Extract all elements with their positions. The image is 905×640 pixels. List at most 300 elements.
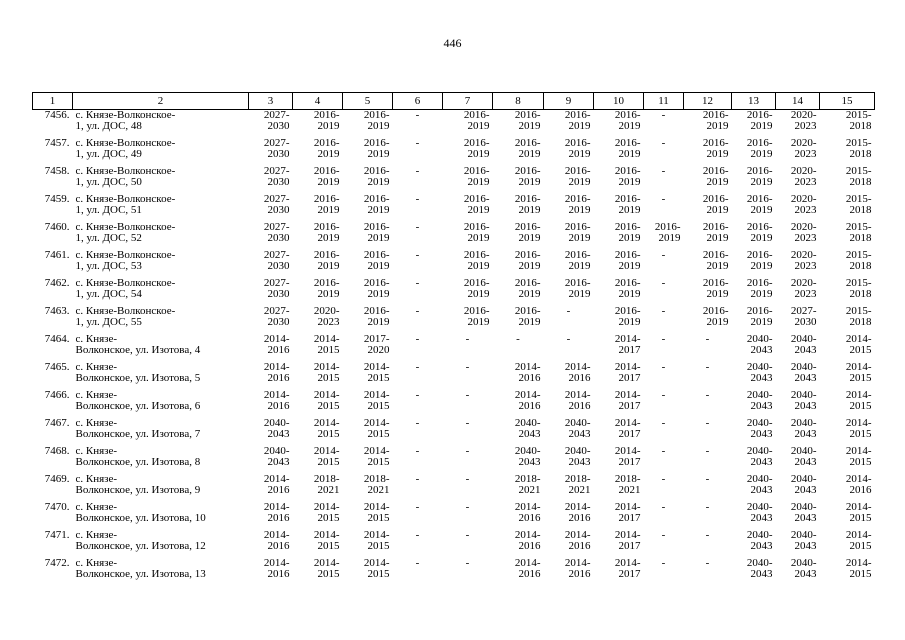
period-cell: 2020- 2023 (790, 109, 817, 132)
period-cell: - (705, 333, 710, 345)
period-cell: 2014- 2016 (564, 529, 591, 552)
address-line: с. Князе- (75, 389, 118, 401)
column-header: 3 (249, 93, 293, 110)
period-cell: 2014- 2017 (614, 501, 641, 524)
period-cell: 2040- 2043 (746, 473, 773, 496)
period-cell: 2014- 2017 (614, 445, 641, 468)
period-cell: 2020- 2023 (790, 221, 817, 244)
column-header: 8 (493, 93, 544, 110)
period-cell: 2016- 2019 (746, 165, 773, 188)
period-cell: - (415, 445, 420, 457)
period-cell: 2016- 2019 (614, 165, 641, 188)
table-row (33, 474, 875, 502)
period-cell: - (661, 305, 666, 317)
address-cell (73, 502, 249, 530)
period-cell: 2016- 2019 (363, 277, 390, 300)
column-header: 4 (293, 93, 343, 110)
address-line: 1, ул. ДОС, 51 (75, 204, 142, 216)
period-cell: 2014- 2016 (564, 361, 591, 384)
period-cell: 2016- 2019 (514, 109, 541, 132)
column-header: 6 (393, 93, 443, 110)
period-cell: 2014- 2015 (313, 557, 340, 580)
period-cell: 2016- 2019 (702, 137, 729, 160)
period-cell: 2014- 2015 (363, 389, 390, 412)
address-cell (73, 446, 249, 474)
period-cell: - (661, 445, 666, 457)
period-cell: 2020- 2023 (790, 137, 817, 160)
period-cell: - (465, 361, 470, 373)
period-cell: 2016- 2019 (702, 165, 729, 188)
address-line: с. Князе-Волконское- (75, 277, 176, 289)
period-cell: 2016- 2019 (702, 249, 729, 272)
period-cell: 2040- 2043 (514, 417, 541, 440)
period-cell: 2014- 2016 (514, 529, 541, 552)
row-number: 7469. (44, 473, 70, 485)
period-cell: 2040- 2043 (790, 473, 817, 496)
row-number: 7463. (44, 305, 70, 317)
row-number: 7462. (44, 277, 70, 289)
period-cell: 2040- 2043 (790, 445, 817, 468)
row-number: 7468. (44, 445, 70, 457)
period-cell: - (415, 221, 420, 233)
period-cell: - (465, 557, 470, 569)
address-line: с. Князе-Волконское- (75, 109, 176, 121)
period-cell: 2016- 2019 (313, 249, 340, 272)
period-cell: - (661, 137, 666, 149)
period-cell: 2016- 2019 (746, 305, 773, 328)
period-cell: 2016- 2019 (614, 109, 641, 132)
period-cell: 2016- 2019 (313, 193, 340, 216)
period-cell: 2014- 2016 (263, 557, 290, 580)
address-cell (73, 110, 249, 139)
row-number: 7458. (44, 165, 70, 177)
period-cell: - (465, 501, 470, 513)
period-cell: 2014- 2015 (845, 529, 872, 552)
period-cell: - (415, 501, 420, 513)
period-cell: 2014- 2015 (363, 417, 390, 440)
period-cell: 2040- 2043 (746, 501, 773, 524)
period-cell: 2040- 2043 (746, 445, 773, 468)
period-cell: - (705, 389, 710, 401)
table-row (33, 502, 875, 530)
period-cell: 2016- 2019 (463, 165, 490, 188)
address-cell (73, 278, 249, 306)
period-cell: 2014- 2017 (614, 389, 641, 412)
period-cell: 2040- 2043 (514, 445, 541, 468)
address-line: 1, ул. ДОС, 54 (75, 288, 142, 300)
column-header: 9 (544, 93, 594, 110)
period-cell: - (415, 473, 420, 485)
period-cell: 2016- 2019 (463, 249, 490, 272)
period-cell: 2016- 2019 (564, 165, 591, 188)
period-cell: 2020- 2023 (790, 249, 817, 272)
address-cell (73, 558, 249, 586)
period-cell: - (661, 361, 666, 373)
column-header: 5 (343, 93, 393, 110)
address-line: 1, ул. ДОС, 48 (75, 120, 142, 132)
period-cell: 2020- 2023 (313, 305, 340, 328)
table-row (33, 306, 875, 334)
period-cell: 2014- 2017 (614, 557, 641, 580)
period-cell: 2014- 2016 (564, 389, 591, 412)
period-cell: 2016- 2019 (702, 193, 729, 216)
period-cell: 2014- 2015 (845, 445, 872, 468)
table-row (33, 558, 875, 586)
period-cell: 2016- 2019 (614, 305, 641, 328)
address-line: Волконское, ул. Изотова, 10 (75, 512, 206, 524)
period-cell: 2014- 2015 (845, 361, 872, 384)
address-line: с. Князе- (75, 501, 118, 513)
period-cell: 2040- 2043 (564, 417, 591, 440)
address-cell (73, 166, 249, 194)
period-cell: 2016- 2019 (564, 109, 591, 132)
period-cell: - (415, 277, 420, 289)
period-cell: 2027- 2030 (263, 277, 290, 300)
address-line: 1, ул. ДОС, 55 (75, 316, 142, 328)
period-cell: 2040- 2043 (746, 389, 773, 412)
period-cell: 2014- 2015 (845, 501, 872, 524)
row-number: 7472. (44, 557, 70, 569)
period-cell: - (661, 473, 666, 485)
address-line: с. Князе-Волконское- (75, 165, 176, 177)
period-cell: 2016- 2019 (363, 109, 390, 132)
period-cell: 2016- 2019 (746, 249, 773, 272)
period-cell: 2018- 2021 (363, 473, 390, 496)
table-row (33, 278, 875, 306)
period-cell: - (465, 473, 470, 485)
table-row (33, 110, 875, 139)
period-cell: 2014- 2016 (263, 501, 290, 524)
period-cell: 2016- 2019 (463, 277, 490, 300)
period-cell: 2016- 2019 (313, 137, 340, 160)
period-cell: - (415, 249, 420, 261)
period-cell: - (705, 529, 710, 541)
table-row (33, 418, 875, 446)
period-cell: 2018- 2021 (614, 473, 641, 496)
column-header: 12 (684, 93, 732, 110)
period-cell: 2014- 2016 (263, 361, 290, 384)
period-cell: 2016- 2019 (614, 249, 641, 272)
period-cell: 2016- 2019 (514, 165, 541, 188)
period-cell: 2015- 2018 (845, 249, 872, 272)
period-cell: 2040- 2043 (790, 557, 817, 580)
table-row (33, 446, 875, 474)
address-line: с. Князе-Волконское- (75, 221, 176, 233)
period-cell: 2014- 2016 (514, 557, 541, 580)
address-cell (73, 194, 249, 222)
period-cell: 2014- 2016 (514, 361, 541, 384)
period-cell: - (415, 389, 420, 401)
period-cell: 2016- 2019 (514, 249, 541, 272)
period-cell: 2016- 2019 (463, 137, 490, 160)
period-cell: 2027- 2030 (790, 305, 817, 328)
address-cell (73, 222, 249, 250)
address-line: Волконское, ул. Изотова, 4 (75, 344, 201, 356)
period-cell: 2014- 2016 (263, 389, 290, 412)
period-cell: - (661, 389, 666, 401)
period-cell: 2014- 2016 (564, 501, 591, 524)
address-line: с. Князе- (75, 529, 118, 541)
row-number: 7457. (44, 137, 70, 149)
address-line: с. Князе- (75, 557, 118, 569)
address-line: Волконское, ул. Изотова, 7 (75, 428, 201, 440)
period-cell: 2017- 2020 (363, 333, 390, 356)
period-cell: - (465, 389, 470, 401)
period-cell: - (705, 361, 710, 373)
period-cell: 2015- 2018 (845, 165, 872, 188)
period-cell: - (705, 557, 710, 569)
period-cell: 2040- 2043 (790, 529, 817, 552)
period-cell: 2015- 2018 (845, 305, 872, 328)
period-cell: 2016- 2019 (564, 193, 591, 216)
period-cell: 2040- 2043 (790, 333, 817, 356)
period-cell: 2027- 2030 (263, 137, 290, 160)
table-row (33, 138, 875, 166)
period-cell: - (661, 529, 666, 541)
schedule-table (32, 92, 875, 586)
period-cell: 2020- 2023 (790, 165, 817, 188)
period-cell: 2014- 2015 (313, 529, 340, 552)
period-cell: 2040- 2043 (746, 361, 773, 384)
column-header: 10 (594, 93, 644, 110)
period-cell: 2014- 2015 (313, 361, 340, 384)
address-line: с. Князе- (75, 417, 118, 429)
period-cell: 2014- 2015 (313, 333, 340, 356)
period-cell: - (415, 333, 420, 345)
period-cell: - (465, 529, 470, 541)
address-cell (73, 250, 249, 278)
period-cell: - (705, 445, 710, 457)
row-number: 7459. (44, 193, 70, 205)
table-row (33, 334, 875, 362)
address-cell (73, 138, 249, 166)
period-cell: 2016- 2019 (514, 137, 541, 160)
address-cell (73, 306, 249, 334)
column-header: 14 (776, 93, 820, 110)
address-line: 1, ул. ДОС, 53 (75, 260, 142, 272)
period-cell: 2016- 2019 (363, 137, 390, 160)
period-cell: 2016- 2019 (614, 221, 641, 244)
period-cell: 2015- 2018 (845, 137, 872, 160)
address-cell (73, 530, 249, 558)
period-cell: - (465, 445, 470, 457)
address-line: Волконское, ул. Изотова, 13 (75, 568, 206, 580)
period-cell: - (415, 305, 420, 317)
period-cell: 2014- 2015 (363, 557, 390, 580)
page-number: 446 (443, 36, 462, 50)
period-cell: 2018- 2021 (514, 473, 541, 496)
period-cell: - (566, 305, 571, 317)
period-cell: 2014- 2015 (313, 445, 340, 468)
address-cell (73, 390, 249, 418)
period-cell: 2016- 2019 (746, 109, 773, 132)
period-cell: 2040- 2043 (263, 445, 290, 468)
period-cell: 2020- 2023 (790, 277, 817, 300)
period-cell: 2040- 2043 (564, 445, 591, 468)
period-cell: 2018- 2021 (564, 473, 591, 496)
period-cell: 2016- 2019 (514, 193, 541, 216)
period-cell: 2016- 2019 (702, 221, 729, 244)
row-number: 7461. (44, 249, 70, 261)
period-cell: - (661, 277, 666, 289)
period-cell: 2016- 2019 (463, 193, 490, 216)
row-number: 7465. (44, 361, 70, 373)
column-header: 11 (644, 93, 684, 110)
period-cell: 2014- 2016 (263, 333, 290, 356)
period-cell: 2016- 2019 (564, 221, 591, 244)
period-cell: 2016- 2019 (564, 249, 591, 272)
address-line: с. Князе- (75, 473, 118, 485)
period-cell: - (661, 109, 666, 121)
period-cell: 2016- 2019 (363, 305, 390, 328)
address-line: с. Князе- (75, 361, 118, 373)
address-line: 1, ул. ДОС, 52 (75, 232, 142, 244)
period-cell: 2014- 2016 (514, 501, 541, 524)
address-line: Волконское, ул. Изотова, 5 (75, 372, 201, 384)
period-cell: 2027- 2030 (263, 305, 290, 328)
period-cell: - (661, 333, 666, 345)
period-cell: 2020- 2023 (790, 193, 817, 216)
period-cell: 2040- 2043 (263, 417, 290, 440)
column-header: 7 (443, 93, 493, 110)
period-cell: - (415, 557, 420, 569)
period-cell: 2027- 2030 (263, 109, 290, 132)
table-row (33, 250, 875, 278)
period-cell: 2016- 2019 (313, 277, 340, 300)
address-cell (73, 334, 249, 362)
table-row (33, 222, 875, 250)
period-cell: 2016- 2019 (363, 165, 390, 188)
period-cell: 2016- 2019 (514, 221, 541, 244)
table-row (33, 390, 875, 418)
column-header: 2 (73, 93, 249, 110)
period-cell: 2016- 2019 (514, 277, 541, 300)
period-cell: - (415, 529, 420, 541)
table-body (33, 110, 875, 587)
row-number: 7467. (44, 417, 70, 429)
address-line: Волконское, ул. Изотова, 6 (75, 400, 201, 412)
address-line: Волконское, ул. Изотова, 9 (75, 484, 201, 496)
table-row (33, 194, 875, 222)
period-cell: 2014- 2017 (614, 361, 641, 384)
period-cell: 2016- 2019 (746, 193, 773, 216)
period-cell: 2014- 2016 (845, 473, 872, 496)
period-cell: 2016- 2019 (702, 305, 729, 328)
period-cell: 2014- 2015 (313, 389, 340, 412)
period-cell: 2016- 2019 (363, 249, 390, 272)
period-cell: 2014- 2015 (313, 417, 340, 440)
row-number: 7464. (44, 333, 70, 345)
column-header: 15 (820, 93, 875, 110)
period-cell: 2014- 2016 (263, 529, 290, 552)
period-cell: 2016- 2019 (614, 277, 641, 300)
row-number: 7456. (44, 109, 70, 121)
period-cell: 2016- 2019 (746, 221, 773, 244)
period-cell: 2016- 2019 (313, 165, 340, 188)
address-line: с. Князе- (75, 333, 118, 345)
period-cell: 2016- 2019 (463, 221, 490, 244)
period-cell: 2040- 2043 (790, 417, 817, 440)
header-row (33, 93, 875, 110)
period-cell: 2016- 2019 (614, 193, 641, 216)
period-cell: 2014- 2015 (845, 557, 872, 580)
period-cell: - (705, 473, 710, 485)
period-cell: 2014- 2015 (363, 361, 390, 384)
period-cell: - (705, 417, 710, 429)
period-cell: 2016- 2019 (746, 277, 773, 300)
period-cell: 2014- 2015 (363, 445, 390, 468)
period-cell: - (415, 109, 420, 121)
table-row (33, 530, 875, 558)
address-cell (73, 474, 249, 502)
period-cell: - (661, 193, 666, 205)
period-cell: 2040- 2043 (746, 529, 773, 552)
row-number: 7466. (44, 389, 70, 401)
period-cell: 2014- 2016 (564, 557, 591, 580)
period-cell: - (705, 501, 710, 513)
period-cell: 2016- 2019 (746, 137, 773, 160)
period-cell: 2015- 2018 (845, 193, 872, 216)
period-cell: 2027- 2030 (263, 221, 290, 244)
period-cell: 2016- 2019 (654, 221, 681, 244)
period-cell: 2016- 2019 (702, 109, 729, 132)
period-cell: 2014- 2017 (614, 417, 641, 440)
period-cell: 2014- 2016 (263, 473, 290, 496)
period-cell: 2014- 2015 (845, 417, 872, 440)
address-line: 1, ул. ДОС, 50 (75, 176, 142, 188)
period-cell: 2016- 2019 (313, 109, 340, 132)
period-cell: 2014- 2015 (363, 501, 390, 524)
address-line: с. Князе-Волконское- (75, 193, 176, 205)
period-cell: 2040- 2043 (790, 361, 817, 384)
period-cell: 2014- 2017 (614, 333, 641, 356)
period-cell: - (516, 333, 520, 345)
period-cell: - (661, 417, 666, 429)
period-cell: 2014- 2015 (313, 501, 340, 524)
period-cell: 2027- 2030 (263, 193, 290, 216)
period-cell: 2018- 2021 (313, 473, 340, 496)
period-cell: 2014- 2015 (845, 389, 872, 412)
column-header: 1 (33, 93, 73, 110)
period-cell: - (415, 417, 420, 429)
period-cell: - (661, 249, 666, 261)
period-cell: 2040- 2043 (790, 501, 817, 524)
address-line: с. Князе-Волконское- (75, 305, 176, 317)
period-cell: 2040- 2043 (746, 417, 773, 440)
period-cell: 2040- 2043 (746, 557, 773, 580)
period-cell: 2016- 2019 (463, 109, 490, 132)
period-cell: - (661, 501, 666, 513)
period-cell: 2027- 2030 (263, 249, 290, 272)
period-cell: 2016- 2019 (564, 137, 591, 160)
period-cell: - (465, 333, 470, 345)
period-cell: 2016- 2019 (463, 305, 490, 328)
period-cell: 2016- 2019 (363, 221, 390, 244)
period-cell: - (566, 333, 571, 345)
period-cell: 2014- 2016 (514, 389, 541, 412)
row-number: 7460. (44, 221, 70, 233)
period-cell: 2016- 2019 (313, 221, 340, 244)
period-cell: 2016- 2019 (702, 277, 729, 300)
period-cell: 2016- 2019 (564, 277, 591, 300)
table-row (33, 166, 875, 194)
address-cell (73, 362, 249, 390)
period-cell: 2016- 2019 (614, 137, 641, 160)
period-cell: 2014- 2015 (845, 333, 872, 356)
address-line: Волконское, ул. Изотова, 8 (75, 456, 201, 468)
period-cell: - (415, 193, 420, 205)
row-number: 7470. (44, 501, 70, 513)
